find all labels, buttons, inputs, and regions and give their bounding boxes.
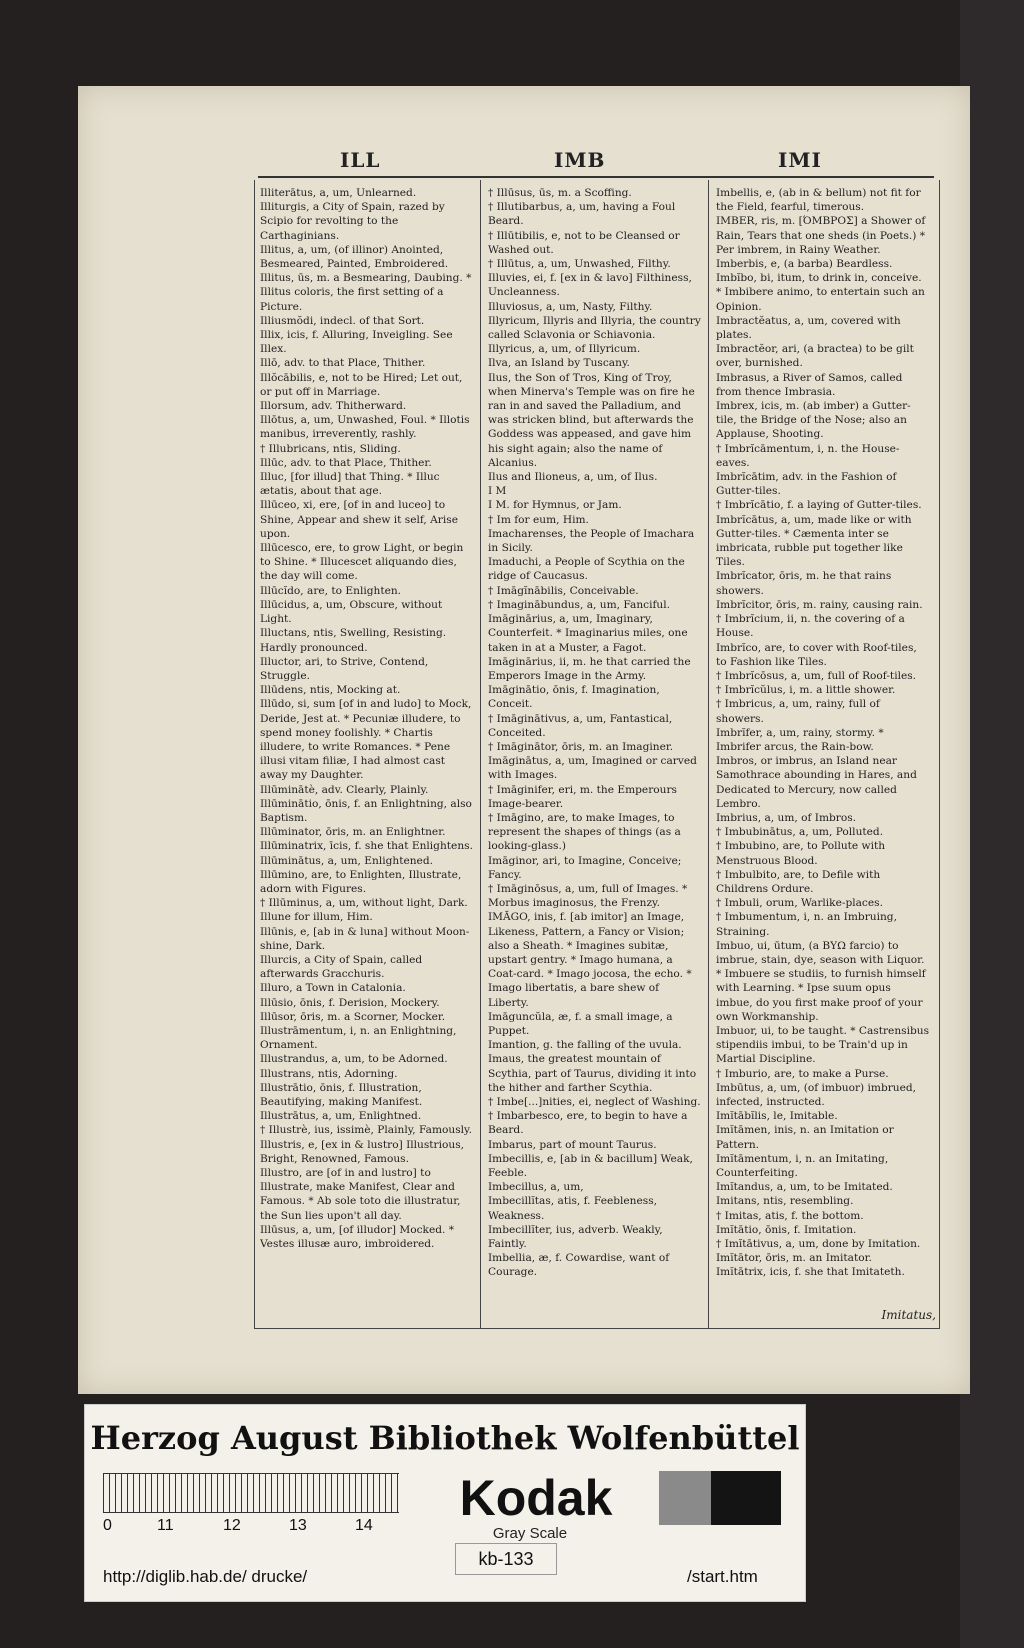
- dictionary-entry: Ilus and Ilioneus, a, um, of Ilus.: [488, 471, 658, 484]
- dictionary-entry: † Imbulbito, are, to Defile with Childrens Ordure.: [716, 868, 881, 895]
- dictionary-entry: Illūminātè, adv. Clearly, Plainly.: [260, 783, 429, 796]
- dictionary-entry: Imāginātio, ōnis, f. Imagination, Conceit.: [488, 684, 660, 711]
- dictionary-entry: Illorsum, adv. Thitherward.: [260, 400, 407, 413]
- dictionary-entry: Illūsio, ōnis, f. Derision, Mockery.: [260, 996, 440, 1009]
- ruler-scale: [103, 1473, 399, 1513]
- ruler-number: 11: [157, 1517, 174, 1534]
- dictionary-entry: Imbrĭcātim, adv. in the Fashion of Gutter-tiles.: [716, 471, 897, 498]
- dictionary-entry: † Imĭtātivus, a, um, done by Imitation.: [716, 1238, 921, 1251]
- dictionary-entry: Imbecillis, e, [ab in & bacillum] Weak, Feeble.: [488, 1152, 693, 1180]
- dictionary-entry: Illūcĭdo, are, to Enlighten.: [260, 584, 402, 597]
- catchword: Imitatus,: [881, 1308, 936, 1322]
- dictionary-entry: Illiturgis, a City of Spain, razed by Scipio for revolting to the Carthaginians.: [260, 201, 445, 242]
- headword-middle: IMB: [554, 148, 606, 172]
- shelfmark-code: kb-133: [455, 1543, 557, 1575]
- dictionary-entry: † Imāginōsus, a, um, full of Images. * Morbus imaginosus, the Frenzy.: [488, 882, 688, 910]
- dictionary-entry: Imbractĕor, ari, (a bractea) to be gilt over, burnished.: [716, 343, 914, 370]
- dictionary-entry: † Imāginifer, eri, m. the Emperours Image-bearer.: [488, 783, 677, 810]
- dictionary-entry: Imbros, or imbrus, an Island near Samothrace abounding in Hares, and Dedicated to Mercury, now called Lembro.: [716, 755, 917, 810]
- dictionary-entry: Illix, icis, f. Alluring, Inveigling. See Illex.: [260, 329, 453, 356]
- dictionary-entry: Imbĭbo, bi, itum, to drink in, conceive. * Imbibere animo, to entertain such an Opinion.: [716, 272, 925, 313]
- ruler-number: 0: [103, 1517, 112, 1534]
- dictionary-entry: Imāginor, ari, to Imagine, Conceive; Fancy.: [488, 854, 682, 881]
- headword-right: IMI: [778, 148, 822, 172]
- dictionary-entry: Imacharenses, the People of Imachara in Sicily.: [488, 527, 695, 555]
- ruler-number: 12: [223, 1517, 241, 1534]
- dictionary-entry: † Illūtus, a, um, Unwashed, Filthy.: [488, 258, 671, 271]
- color-target-card: [84, 1404, 806, 1602]
- dictionary-entry: I M: [488, 485, 507, 498]
- dictionary-column-3: [716, 186, 930, 1326]
- dictionary-entry: Illiusmŏdi, indecl. of that Sort.: [260, 314, 425, 327]
- dictionary-entry: Illŏcābilis, e, not to be Hired; Let out, or put off in Marriage.: [260, 371, 463, 398]
- dictionary-entry: Imbrasus, a River of Samos, called from thence Imbrasia.: [716, 371, 903, 398]
- dictionary-entry: Illuc, [for illud] that Thing. * Illuc ætatis, about that age.: [260, 471, 440, 498]
- dictionary-entry: † Imbe[...]nities, ei, neglect of Washing.: [488, 1096, 701, 1108]
- dictionary-entry: † Imbarbesco, ere, to begin to have a Beard.: [488, 1110, 688, 1137]
- dictionary-entry: † Illūsus, ūs, m. a Scoffing.: [488, 187, 632, 199]
- gray-patch-mid: [659, 1471, 711, 1525]
- dictionary-entry: Illūminātio, ōnis, f. an Enlightning, also Baptism.: [260, 797, 472, 824]
- dictionary-entry: Illō, adv. to that Place, Thither.: [260, 357, 426, 370]
- dictionary-column-1: [260, 186, 474, 1326]
- dictionary-entry: Illūsor, ōris, m. a Scorner, Mocker.: [260, 1010, 446, 1023]
- dictionary-entry: Illuro, a Town in Catalonia.: [260, 982, 406, 995]
- dictionary-entry: † Illutibarbus, a, um, having a Foul Beard.: [488, 201, 676, 228]
- dictionary-entry: † Imāginātor, ōris, m. an Imaginer.: [488, 740, 674, 753]
- dictionary-entry: Imbellis, e, (ab in & bellum) not fit for the Field, fearful, timerous.: [716, 187, 921, 214]
- dictionary-entry: Imāguncŭla, æ, f. a small image, a Puppet.: [488, 1010, 673, 1037]
- dictionary-entry: Illuvies, ei, f. [ex in & lavo] Filthiness, Uncleanness.: [488, 272, 692, 299]
- dictionary-entry: Illustrāmentum, i, n. an Enlightning, Ornament.: [260, 1024, 457, 1052]
- dictionary-entry: † Imāgino, are, to make Images, to represent the shapes of things (as a looking-glass.): [488, 811, 681, 853]
- dictionary-entry: Imĭtāmen, inis, n. an Imitation or Pattern.: [716, 1124, 894, 1151]
- url-right: /start.htm: [687, 1567, 758, 1586]
- dictionary-entry: Illune for illum, Him.: [260, 911, 373, 924]
- gray-scale-label: Gray Scale: [492, 1525, 568, 1542]
- dictionary-entry: Illustrātio, ōnis, f. Illustration, Beautifying, making Manifest.: [260, 1081, 423, 1108]
- dictionary-entry: Illūdo, si, sum [of in and ludo] to Mock, Deride, Jest at. * Pecuniæ illudere, to spend money foolishly. * Chartis illudere, to write Romances. * Pene illusi vitam filiæ, I had almost cast away my Daughter.: [260, 698, 472, 782]
- dictionary-entry: † Illūminus, a, um, without light, Dark.: [260, 897, 468, 910]
- frame-rule-right: [939, 180, 940, 1328]
- dictionary-entry: Imāginārius, a, um, Imaginary, Counterfeit. * Imaginarius miles, one taken in at a Muster, a Fagot.: [488, 613, 688, 654]
- dictionary-entry: Imbecillus, a, um,: [488, 1181, 584, 1194]
- dictionary-entry: Imaus, the greatest mountain of Scythia, part of Taurus, dividing it into the hither and farther Scythia.: [488, 1053, 697, 1094]
- dictionary-entry: Illustrātus, a, um, Enlightned.: [260, 1110, 422, 1123]
- dictionary-entry: Imbractĕatus, a, um, covered with plates.: [716, 314, 901, 342]
- dictionary-entry: † Imbrĭcŭlus, i, m. a little shower.: [716, 684, 896, 697]
- dictionary-entry: Illūminātus, a, um, Enlightened.: [260, 854, 433, 867]
- gray-patch-black: [711, 1471, 781, 1525]
- dictionary-entry: † Im for eum, Him.: [488, 513, 589, 526]
- dictionary-entry: Illuviosus, a, um, Nasty, Filthy.: [488, 300, 653, 313]
- dictionary-entry: Imāginātus, a, um, Imagined or carved with Images.: [488, 755, 697, 782]
- dictionary-entry: Imbecillĭtas, atis, f. Feebleness, Weakness.: [488, 1195, 658, 1222]
- dictionary-entry: Imaduchi, a People of Scythia on the ridge of Caucasus.: [488, 556, 685, 583]
- dictionary-entry: Illyricus, a, um, of Illyricum.: [488, 343, 641, 356]
- dictionary-entry: Illūnis, e, [ab in & luna] without Moon-shine, Dark.: [260, 925, 470, 952]
- dictionary-entry: † Illustrè, ius, issimè, Plainly, Famously.: [260, 1124, 472, 1137]
- dictionary-entry: Illūminator, ōris, m. an Enlightner.: [260, 826, 446, 839]
- dictionary-entry: Imbrĭcator, ōris, m. he that rains showers.: [716, 570, 892, 597]
- book-page: [78, 86, 970, 1394]
- dictionary-entry: Illitus, ūs, m. a Besmearing, Daubing. * Illitus coloris, the first setting of a Picture.: [260, 272, 472, 313]
- dictionary-entry: † Imbubinātus, a, um, Polluted.: [716, 826, 884, 839]
- printed-area: [258, 146, 934, 1336]
- dictionary-entry: IMĀGO, inis, f. [ab imitor] an Image, Likeness, Pattern, a Fancy or Vision; also a Sheath. * Imagines subitæ, upstart gentry. * Imago humana, a Coat-card. * Imago jocosa, the echo. * Imago libertatis, a bare shew of Liberty.: [488, 911, 692, 1009]
- dictionary-entry: IMBER, ris, m. [ΌΜΒΡΟΣ] a Shower of Rain, Tears that one sheds (in Poets.) * Per imbrem, in Rainy Weather.: [716, 215, 926, 256]
- dictionary-entry: Ilus, the Son of Tros, King of Troy, when Minerva's Temple was on fire he ran in and saved the Palladium, and was stricken blind, but afterwards the Goddess was appeased, and gave him his sight again; also the name of Alcanius.: [488, 371, 695, 469]
- dictionary-entry: Illūdens, ntis, Mocking at.: [260, 684, 401, 697]
- dictionary-entry: Imbellia, æ, f. Cowardise, want of Courage.: [488, 1252, 670, 1279]
- library-title: Herzog August Bibliothek Wolfenbüttel: [90, 1419, 800, 1457]
- column-rule-2: [708, 180, 709, 1328]
- dictionary-entry: Illustrandus, a, um, to be Adorned.: [260, 1053, 448, 1066]
- dictionary-entry: Illūcidus, a, um, Obscure, without Light.: [260, 598, 443, 626]
- dictionary-entry: Illūceo, xi, ere, [of in and luceo] to Shine, Appear and shew it self, Arise upon.: [260, 499, 458, 540]
- dictionary-entry: † Illubricans, ntis, Sliding.: [260, 442, 401, 455]
- dictionary-entry: Imbrex, icis, m. (ab imber) a Gutter-tile, the Bridge of the Nose; also an Applause, Shooting.: [716, 400, 911, 441]
- dictionary-entry: Imĭtātrix, icis, f. she that Imitateth.: [716, 1266, 905, 1279]
- ruler-number: 14: [355, 1517, 373, 1534]
- dictionary-entry: Imĭtābĭlis, le, Imitable.: [716, 1110, 838, 1123]
- dictionary-entry: Illūcesco, ere, to grow Light, or begin to Shine. * Illucescet aliquando dies, the day will come.: [260, 542, 464, 583]
- head-rule: [258, 176, 934, 178]
- dictionary-entry: Illōtus, a, um, Unwashed, Foul. * Illotis manibus, irreverently, rashly.: [260, 414, 470, 441]
- dictionary-entry: Illustro, are [of in and lustro] to Illustrate, make Manifest, Clear and Famous. * Ab sole toto die illustratur, the Sun lies upon't all day.: [260, 1167, 461, 1222]
- dictionary-entry: Imbrĭfer, a, um, rainy, stormy. * Imbrifer arcus, the Rain-bow.: [716, 726, 884, 753]
- dictionary-entry: Illuctans, ntis, Swelling, Resisting. Hardly pronounced.: [260, 627, 447, 654]
- ruler-numbers: [103, 1517, 403, 1537]
- dictionary-entry: I M. for Hymnus, or Jam.: [488, 499, 622, 512]
- dictionary-entry: Illurcis, a City of Spain, called afterwards Gracchuris.: [260, 953, 423, 981]
- dictionary-entry: Imĭtātor, ōris, m. an Imitator.: [716, 1252, 872, 1265]
- dictionary-entry: Illuctor, ari, to Strive, Contend, Struggle.: [260, 655, 429, 682]
- dictionary-entry: † Imāginātivus, a, um, Fantastical, Conceited.: [488, 712, 673, 739]
- headword-left: ILL: [340, 148, 381, 172]
- dictionary-entry: Imbūtus, a, um, (of imbuor) imbrued, infected, instructed.: [716, 1081, 917, 1108]
- dictionary-entry: Imĭtandus, a, um, to be Imitated.: [716, 1181, 893, 1194]
- dictionary-entry: † Imbrĭcāmentum, i, n. the House-eaves.: [716, 442, 900, 469]
- dictionary-entry: Imbuo, ui, ūtum, (a ΒΥΩ farcio) to imbrue, stain, dye, season with Liquor. * Imbuere se studiis, to furnish himself with Learning. * Ipse suum opus imbue, do you first make proof of your own Workmanship.: [716, 939, 926, 1023]
- dictionary-entry: Illūc, adv. to that Place, Thither.: [260, 456, 432, 469]
- dictionary-entry: Illūmino, are, to Enlighten, Illustrate, adorn with Figures.: [260, 868, 462, 895]
- dictionary-entry: † Imbrĭcōsus, a, um, full of Roof-tiles.: [716, 669, 917, 682]
- dictionary-entry: Imantion, g. the falling of the uvula.: [488, 1039, 682, 1052]
- dictionary-entry: † Imitas, atis, f. the bottom.: [716, 1209, 864, 1222]
- column-rule-1: [480, 180, 481, 1328]
- dictionary-entry: † Imbrĭcium, ii, n. the covering of a House.: [716, 613, 905, 640]
- dictionary-entry: Illiterātus, a, um, Unlearned.: [260, 187, 417, 199]
- dictionary-entry: Imāginārius, ii, m. he that carried the Emperors Image in the Army.: [488, 655, 691, 682]
- dictionary-entry: † Illūtibilis, e, not to be Cleansed or Washed out.: [488, 229, 680, 256]
- dictionary-entry: Illūsus, a, um, [of illudor] Mocked. * Vestes illusæ auro, imbroidered.: [260, 1223, 455, 1251]
- dictionary-entry: † Imāgĭnābilis, Conceivable.: [488, 584, 639, 597]
- dictionary-entry: Ilva, an Island by Tuscany.: [488, 357, 630, 370]
- kodak-logo: Kodak: [459, 1470, 613, 1526]
- dictionary-entry: † Imaginābundus, a, um, Fanciful.: [488, 598, 670, 611]
- dictionary-entry: Imĭtāmentum, i, n. an Imitating, Counterfeiting.: [716, 1152, 889, 1180]
- dictionary-entry: Imbrĭcitor, ōris, m. rainy, causing rain.: [716, 598, 923, 611]
- dictionary-entry: † Imbuli, orum, Warlike-places.: [716, 897, 883, 910]
- dictionary-entry: † Imbumentum, i, n. an Imbruing, Straining.: [716, 911, 897, 938]
- url-left: http://diglib.hab.de/ drucke/: [103, 1567, 308, 1586]
- dictionary-entry: † Imbrĭcātio, f. a laying of Gutter-tiles.: [716, 499, 922, 512]
- frame-rule-bottom: [254, 1328, 940, 1329]
- dictionary-entry: † Imbubino, are, to Pollute with Menstruous Blood.: [716, 840, 886, 867]
- dictionary-entry: Imbrĭcātus, a, um, made like or with Gutter-tiles. * Cæmenta inter se imbricata, rubble put together like Tiles.: [716, 513, 912, 569]
- dictionary-entry: Illustrans, ntis, Adorning.: [260, 1067, 398, 1080]
- dictionary-entry: Imbrius, a, um, of Imbros.: [716, 811, 857, 824]
- ruler-number: 13: [289, 1517, 307, 1534]
- dictionary-entry: † Imburio, are, to make a Purse.: [716, 1067, 889, 1080]
- dictionary-entry: Imbuor, ui, to be taught. * Castrensibus stipendiis imbui, to be Train'd up in Martial Discipline.: [716, 1024, 930, 1066]
- dictionary-entry: Imbarus, part of mount Taurus.: [488, 1138, 657, 1151]
- dictionary-entry: Illūminatrix, īcis, f. she that Enlightens.: [260, 840, 473, 853]
- dictionary-entry: Illitus, a, um, (of illinor) Anointed, Besmeared, Painted, Embroidered.: [260, 243, 449, 271]
- running-head: [258, 146, 934, 178]
- dictionary-entry: Imbecillĭter, ius, adverb. Weakly, Faintly.: [488, 1223, 663, 1251]
- dictionary-entry: Imitans, ntis, resembling.: [716, 1195, 854, 1208]
- dictionary-column-2: [488, 186, 702, 1326]
- dictionary-entry: Imĭtātio, ōnis, f. Imitation.: [716, 1223, 857, 1236]
- dictionary-entry: Illyricum, Illyris and Illyria, the country called Sclavonia or Schiavonia.: [488, 314, 701, 342]
- dictionary-entry: Illustris, e, [ex in & lustro] Illustrious, Bright, Renowned, Famous.: [260, 1138, 465, 1165]
- dictionary-entry: Imberbis, e, (a barba) Beardless.: [716, 258, 893, 271]
- dictionary-entry: Imbrĭco, are, to cover with Roof-tiles, to Fashion like Tiles.: [716, 641, 917, 668]
- dictionary-entry: † Imbricus, a, um, rainy, full of showers.: [716, 698, 880, 725]
- frame-rule-left: [254, 180, 255, 1328]
